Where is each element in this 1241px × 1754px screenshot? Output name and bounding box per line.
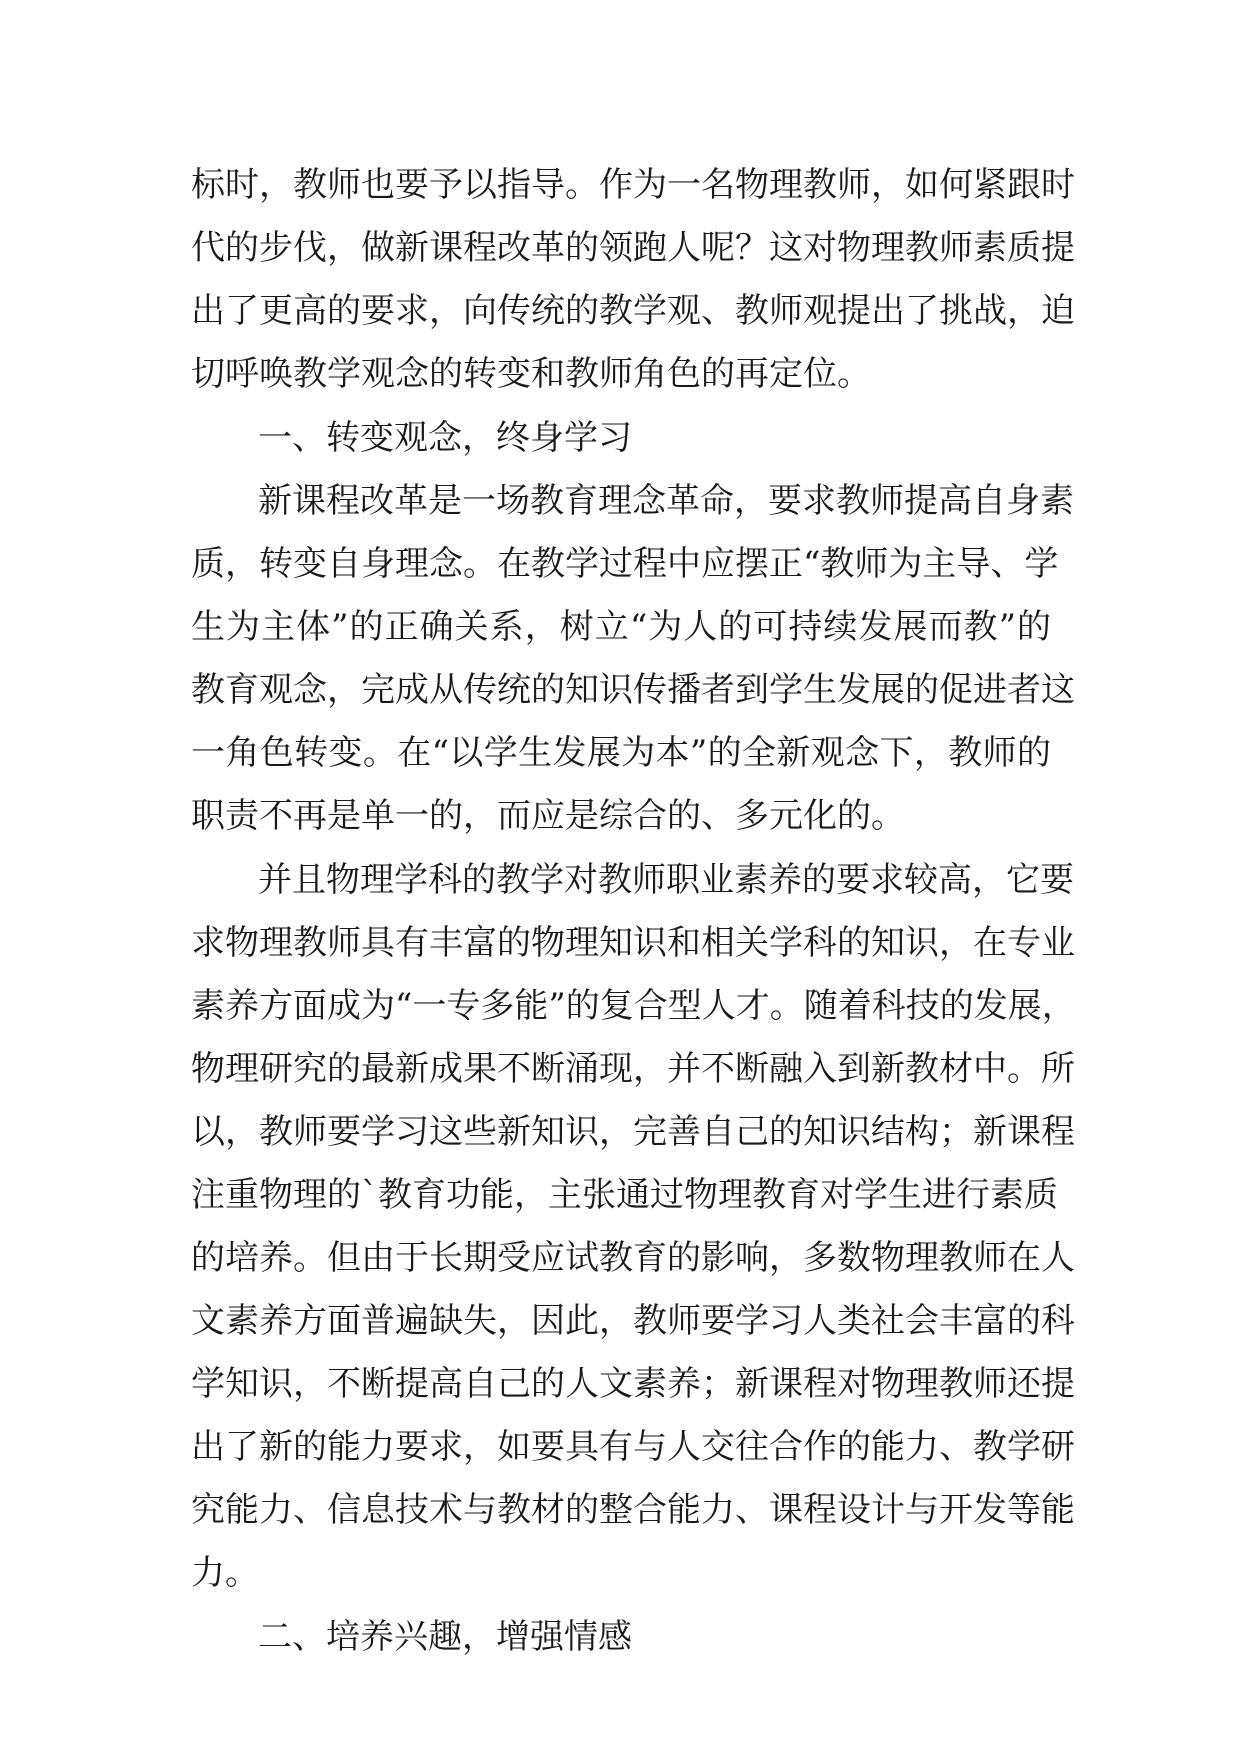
paragraph-line: 学知识，不断提高自己的人文素养；新课程对物理教师还提	[191, 1364, 1075, 1404]
paragraph-line: 求物理教师具有丰富的物理知识和相关学科的知识，在专业	[191, 923, 1075, 963]
paragraph-line: 一角色转变。在“以学生发展为本”的全新观念下，教师的	[191, 733, 1051, 773]
paragraph-line: 力。	[191, 1553, 259, 1593]
section-heading: 一、转变观念，终身学习	[258, 418, 632, 458]
paragraph-line: 职责不再是单一的，而应是综合的、多元化的。	[191, 796, 905, 836]
paragraph-line: 素养方面成为“一专多能”的复合型人才。随着科技的发展，	[191, 986, 1076, 1026]
paragraph-line: 物理研究的最新成果不断涌现，并不断融入到新教材中。所	[191, 1049, 1075, 1089]
paragraph-line: 并且物理学科的教学对教师职业素养的要求较高，它要	[258, 860, 1074, 900]
paragraph-line: 代的步伐，做新课程改革的领跑人呢？这对物理教师素质提	[191, 228, 1075, 268]
paragraph-line: 新课程改革是一场教育理念革命，要求教师提高自身素	[258, 481, 1074, 521]
paragraph-line: 文素养方面普遍缺失，因此，教师要学习人类社会丰富的科	[191, 1301, 1075, 1341]
paragraph-line: 以，教师要学习这些新知识，完善自己的知识结构；新课程	[191, 1112, 1075, 1152]
paragraph-line: 出了更高的要求，向传统的教学观、教师观提出了挑战，迫	[191, 291, 1075, 331]
paragraph-line: 出了新的能力要求，如要具有与人交往合作的能力、教学研	[191, 1427, 1075, 1467]
paragraph-line: 究能力、信息技术与教材的整合能力、课程设计与开发等能	[191, 1490, 1075, 1530]
paragraph-line: 生为主体”的正确关系，树立“为人的可持续发展而教”的	[191, 607, 1051, 647]
paragraph-line: 注重物理的`教育功能，主张通过物理教育对学生进行素质	[191, 1175, 1058, 1215]
paragraph-line: 的培养。但由于长期受应试教育的影响，多数物理教师在人	[191, 1238, 1075, 1278]
paragraph-line: 切呼唤教学观念的转变和教师角色的再定位。	[191, 354, 871, 394]
paragraph-line: 标时，教师也要予以指导。作为一名物理教师，如何紧跟时	[191, 165, 1075, 205]
section-heading: 二、培养兴趣，增强情感	[258, 1617, 632, 1657]
paragraph-line: 质，转变自身理念。在教学过程中应摆正“教师为主导、学	[191, 544, 1059, 584]
paragraph-line: 教育观念，完成从传统的知识传播者到学生发展的促进者这	[191, 670, 1075, 710]
